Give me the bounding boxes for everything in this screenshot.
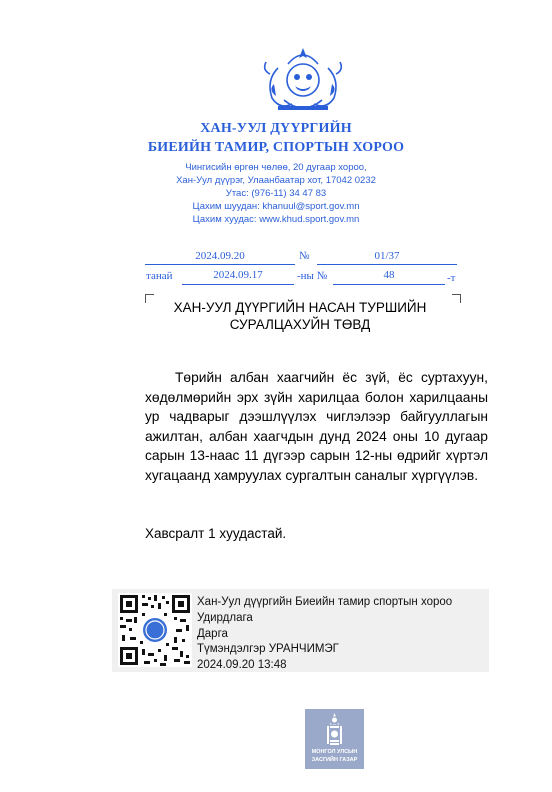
qr-code xyxy=(118,593,192,667)
phone: Утас: (976-11) 34 47 83 xyxy=(225,188,327,199)
recipient-line2: СУРАЛЦАХУЙН ТӨВД xyxy=(229,317,371,332)
address-line2: Хан-Уул дүүрэг, Улаанбаатар хот, 17042 0232 xyxy=(176,175,376,186)
number-underline xyxy=(317,264,457,265)
corner-mark-right xyxy=(452,294,461,303)
ref-number-label: -ны № xyxy=(297,270,328,282)
ref-prefix: танай xyxy=(146,270,173,282)
government-seal-logo xyxy=(305,709,364,769)
signature-name: Түмэндэлгэр УРАНЧИМЭГ xyxy=(197,643,339,656)
website: Цахим хуудас: www.khud.sport.gov.mn xyxy=(192,214,360,225)
org-name-line2: БИЕИЙН ТАМИР, СПОРТЫН ХОРОО xyxy=(147,140,405,155)
signature-title: Дарга xyxy=(197,627,228,640)
signature-org: Хан-Уул дүүргийн Биеийн тамир спортын хороо xyxy=(197,596,453,608)
ref-suffix: -т xyxy=(447,272,456,284)
attachment-note: Хавсралт 1 хуудастай. xyxy=(145,526,287,541)
signature-timestamp: 2024.09.20 13:48 xyxy=(197,659,287,672)
ref-number-underline xyxy=(333,284,445,285)
signature-text xyxy=(197,595,452,674)
registry-number-label: № xyxy=(299,250,310,262)
seal-text-line1: МОНГОЛ УЛСЫН xyxy=(311,749,358,755)
body-paragraph: Төрийн албан хаагчийн ёс зүй, ёс суртахуун, хөдөлмөрийн эрх зүйн харилцаа болон харилцааны ур чадварыг дээшлүүлэх чиглэлээр байгууллагын ажилтан, албан хаагчдын дунд 2024 оны 10 дугаар сарын 13-наас 11 дүгээр сарын 12-ны өдрийг хүртэл хугацаанд хамруулах сургалтын саналыг хүргүүлэв. xyxy=(145,370,488,483)
org-name-line1: ХАН-УУЛ ДҮҮРГИЙН xyxy=(200,121,352,136)
address-line1: Чингисийн өргөн чөлөө, 20 дугаар хороо, xyxy=(185,162,367,173)
seal-text-line2: ЗАСГИЙН ГАЗАР xyxy=(311,757,358,763)
email: Цахим шуудан: khanuul@sport.gov.mn xyxy=(192,201,360,212)
state-emblem-logo xyxy=(258,40,348,120)
recipient-line1: ХАН-УУЛ ДҮҮРГИЙН НАСАН ТУРШИЙН xyxy=(173,300,427,315)
date-underline xyxy=(145,264,295,265)
ref-date-underline xyxy=(182,284,294,285)
signature-dept: Удирдлага xyxy=(197,611,253,624)
ref-number: 48 xyxy=(383,269,395,281)
registry-date: 2024.09.20 xyxy=(195,250,245,262)
ref-date: 2024.09.17 xyxy=(213,269,263,281)
registry-number: 01/37 xyxy=(374,250,400,262)
soyombo-icon xyxy=(325,713,344,747)
